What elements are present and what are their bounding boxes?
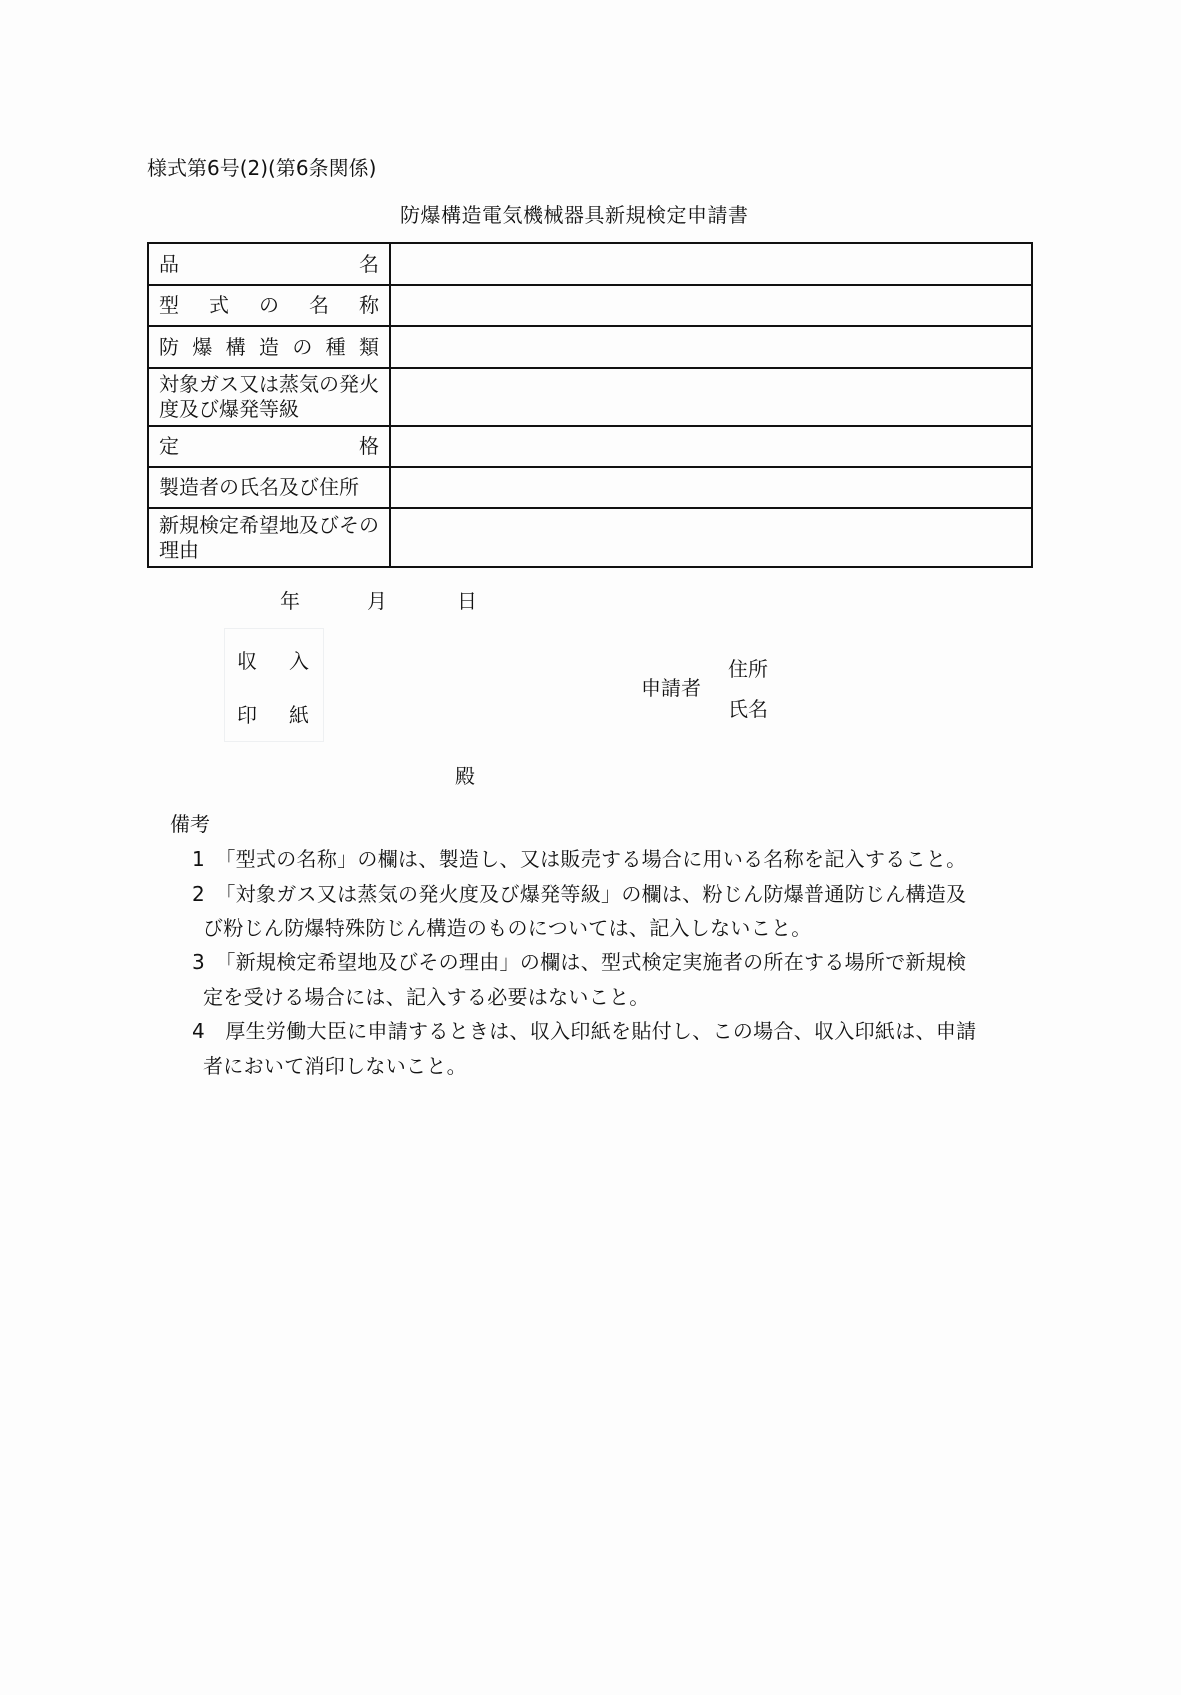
revenue-stamp-box [224,628,324,742]
label-product-name: 品名 [148,243,390,285]
date-day-label: 日 [457,589,477,613]
table-row-product-name [148,243,1032,285]
note-item-2-cont: び粉じん防爆特殊防じん構造のものについては、記入しないこと。 [203,916,812,940]
notes-title: 備考 [170,812,210,836]
table-row-gas-ignition-class [148,368,1032,426]
table-row-explosion-proof-type [148,326,1032,368]
note-item-1: 1 「型式の名称」の欄は、製造し、又は販売する場合に用いる名称を記入すること。 [192,847,967,871]
label-explosion-proof-type: 防爆構造の種類 [148,326,390,368]
field-model-name[interactable] [390,285,1032,326]
stamp-char-2: 入 [289,649,309,673]
field-gas-ignition-class[interactable] [390,368,1032,426]
label-manufacturer: 製造者の氏名及び住所 [148,467,390,508]
field-inspection-location[interactable] [390,508,1032,567]
label-inspection-location: 新規検定希望地及びその理由 [148,508,390,567]
application-table [147,242,1033,568]
addressee-honorific: 殿 [455,764,475,788]
note-item-4: 4 厚生労働大臣に申請するときは、収入印紙を貼付し、この場合、収入印紙は、申請 [192,1019,977,1043]
form-number: 様式第6号(2)(第6条関係) [147,156,377,180]
note-item-3-cont: 定を受ける場合には、記入する必要はないこと。 [203,985,650,1009]
table-row-manufacturer [148,467,1032,508]
table-row-rating [148,426,1032,467]
stamp-char-1: 収 [237,649,257,673]
label-model-name: 型式の名称 [148,285,390,326]
date-month-label: 月 [367,589,387,613]
note-item-4-cont: 者において消印しないこと。 [203,1054,467,1078]
applicant-label: 申請者 [641,676,701,700]
stamp-char-4: 紙 [289,703,309,727]
table-row-model-name [148,285,1032,326]
table-row-inspection-location [148,508,1032,567]
note-item-3: 3 「新規検定希望地及びその理由」の欄は、型式検定実施者の所在する場所で新規検 [192,950,967,974]
applicant-name-label: 氏名 [728,697,768,721]
label-rating: 定格 [148,426,390,467]
date-year-label: 年 [280,589,300,613]
field-rating[interactable] [390,426,1032,467]
stamp-char-3: 印 [237,703,257,727]
form-title: 防爆構造電気機械器具新規検定申請書 [400,203,749,227]
note-item-2: 2 「対象ガス又は蒸気の発火度及び爆発等級」の欄は、粉じん防爆普通防じん構造及 [192,882,967,906]
field-explosion-proof-type[interactable] [390,326,1032,368]
field-manufacturer[interactable] [390,467,1032,508]
field-product-name[interactable] [390,243,1032,285]
label-gas-ignition-class: 対象ガス又は蒸気の発火度及び爆発等級 [148,368,390,426]
applicant-address-label: 住所 [728,657,768,681]
